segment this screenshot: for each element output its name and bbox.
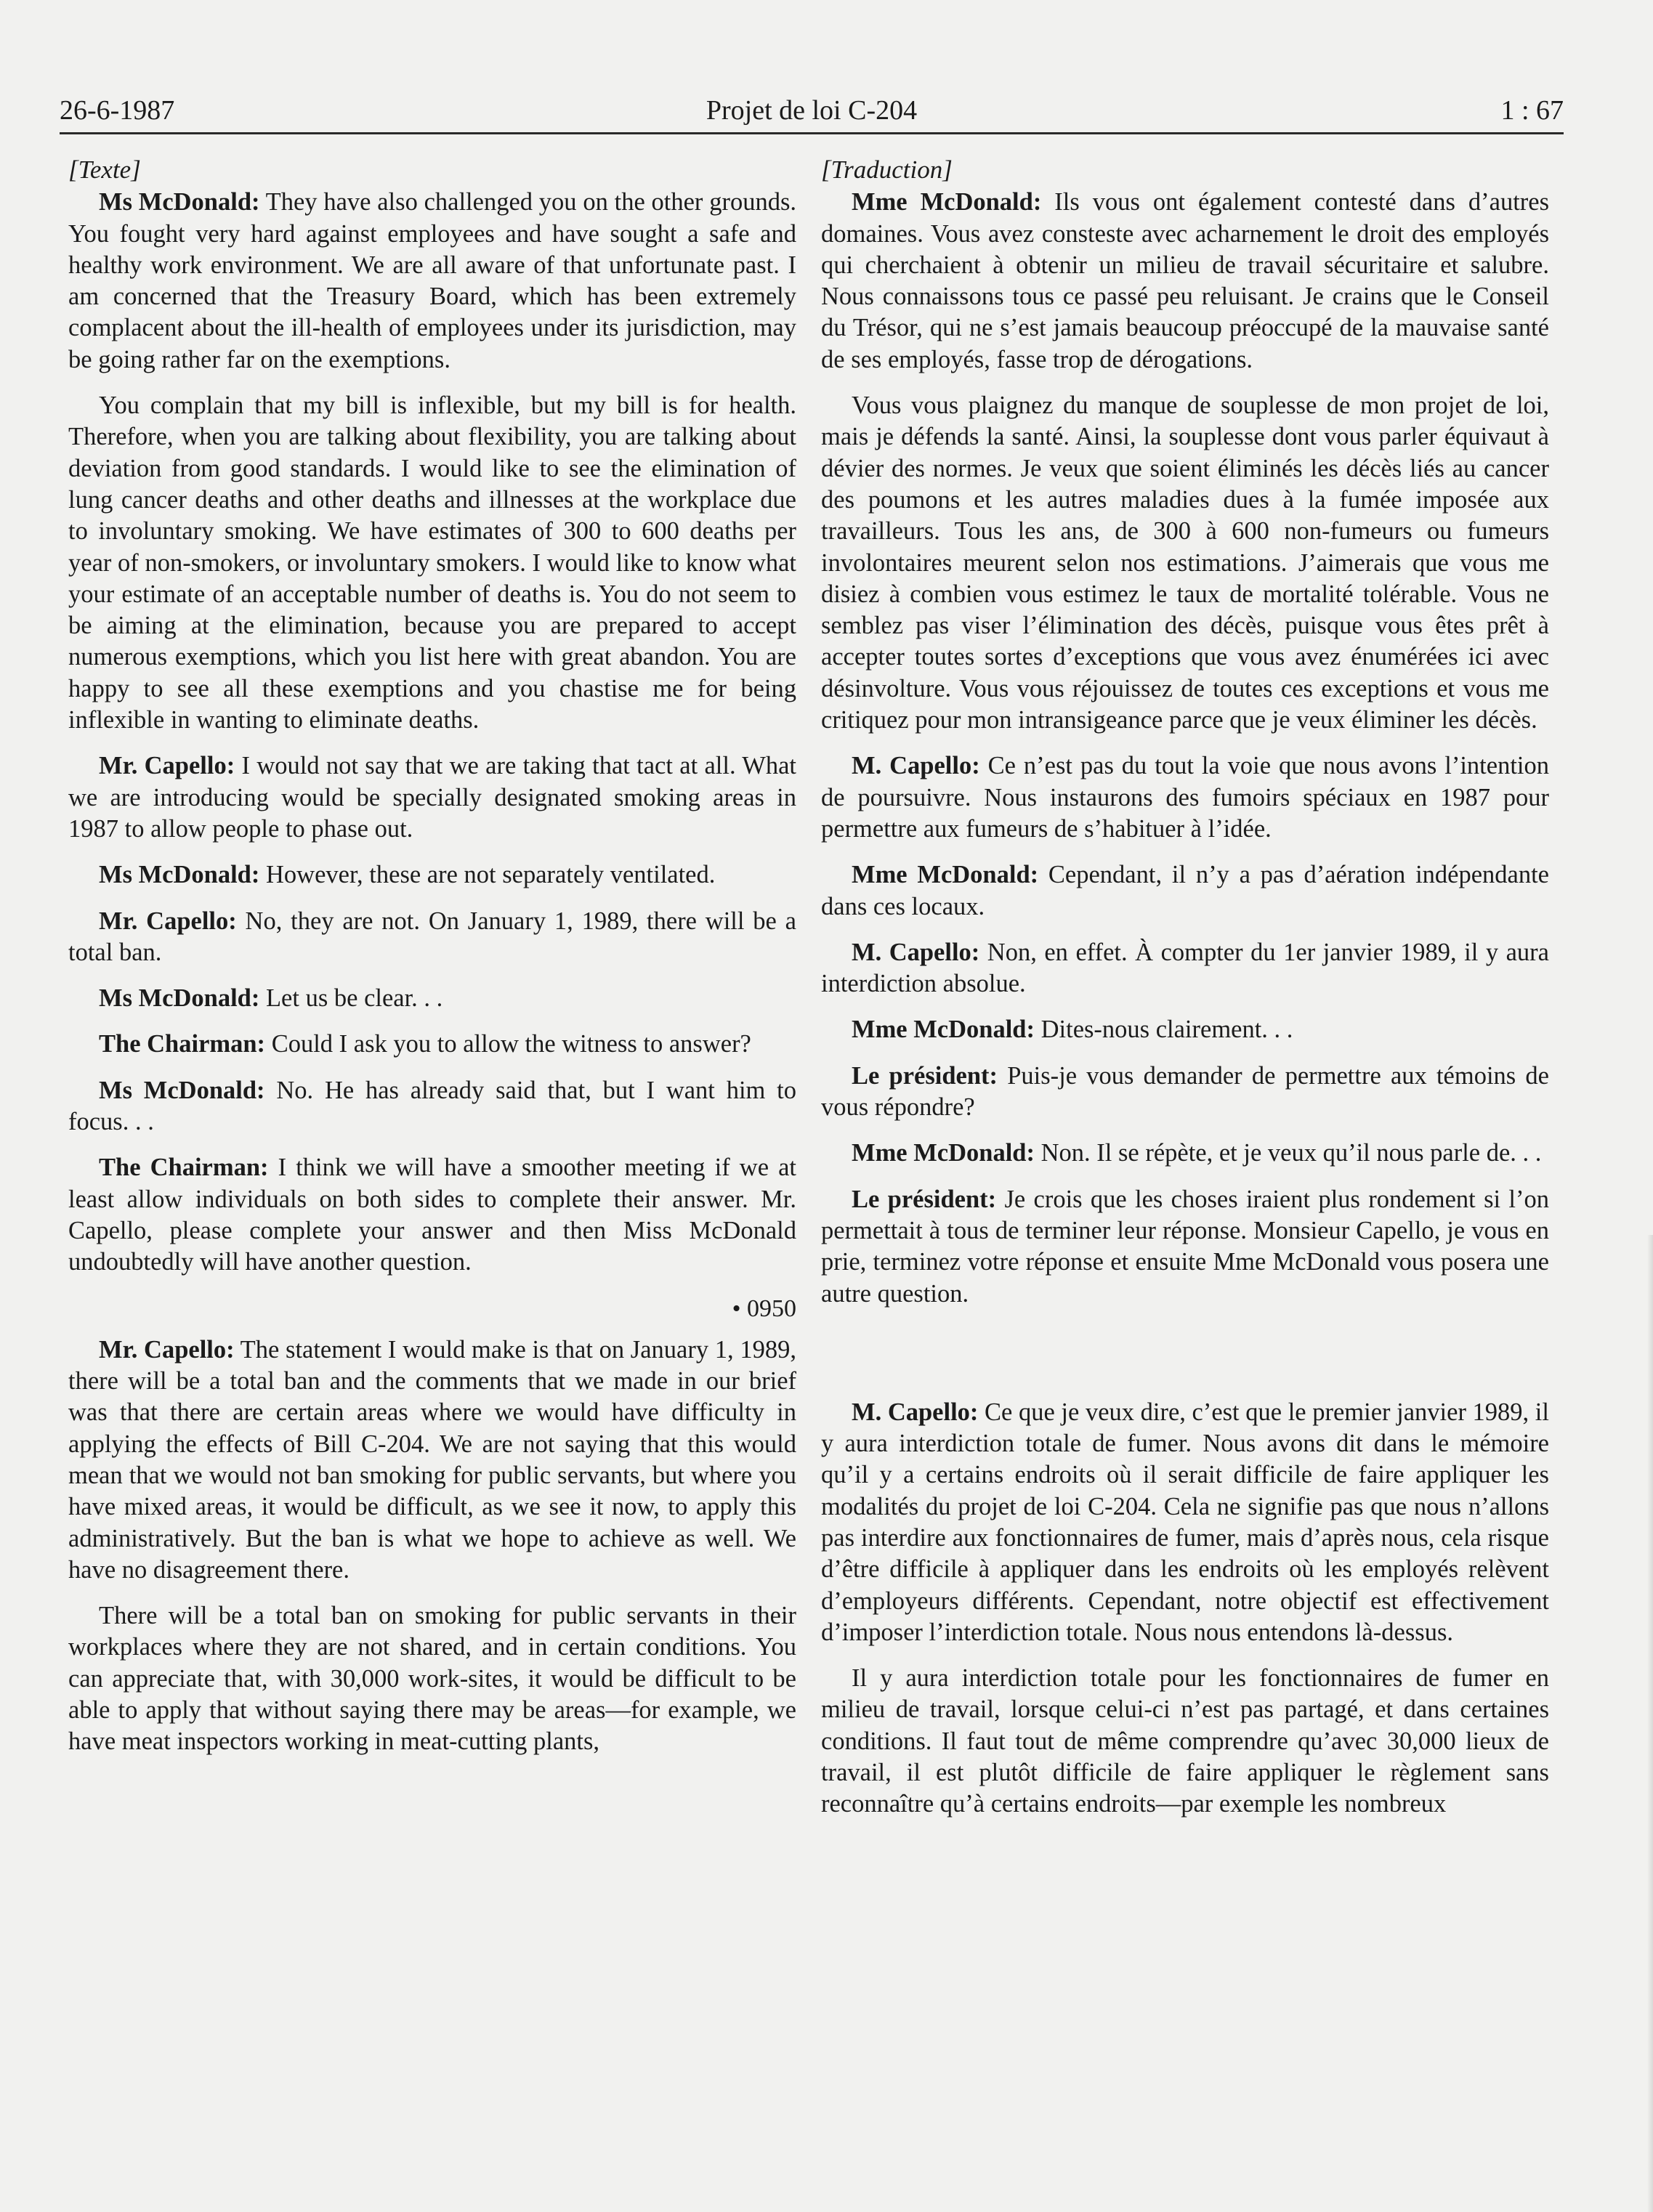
french-column: [821, 154, 1549, 1835]
page-header: [60, 90, 1564, 134]
speaker-name: Mme McDonald:: [852, 861, 1039, 889]
speaker-name: Mme McDonald:: [852, 1016, 1035, 1044]
speaker-name: The Chairman:: [99, 1154, 269, 1182]
paragraph: [68, 750, 796, 845]
speaker-name: Mme McDonald:: [852, 188, 1042, 216]
paragraph: [821, 1397, 1549, 1648]
header-date: 26-6-1987: [60, 95, 175, 126]
speaker-name: Le président:: [852, 1061, 998, 1090]
paragraph: [821, 1061, 1549, 1124]
paragraph: [821, 390, 1549, 736]
speaker-name: Mr. Capello:: [99, 907, 237, 935]
paragraph-text: The statement I would make is that on January 1, 1989, there will be a total ban and the comments that we made in our brief was that there are certain areas where we would have difficulty in applying the effects of Bill C-204. We are not saying that this would mean that we would not ban smoking for public servants, but where you have mixed areas, it would be difficult, as we see it now, to apply this administratively. But the ban is what we hope to achieve as well. We have no disagreement there.: [68, 1335, 796, 1584]
paragraph-text: No, they are not. On January 1, 1989, there will be a total ban.: [68, 907, 796, 966]
paragraph: [821, 1138, 1549, 1169]
paragraph-text: Ils vous ont également contesté dans d’autres domaines. Vous avez consteste avec acharnement le droit des employés qui cherchaient à obtenir un milieu de travail sécuritaire et salubre. Nous connaissons tous ce passé peu reluisant. Je crains que le Conseil du Trésor, qui ne s’est jamais beaucoup préoccupé de la mauvaise santé de ses employés, fasse trop de dérogations.: [821, 188, 1550, 373]
paragraph-text: Il y aura interdiction totale pour les fonctionnaires de fumer en milieu de travail, lorsque celui-ci n’est pas partagé, et dans certaines conditions. Il faut tout de même comprendre qu’avec 30,000 lieux de travail, il est plutôt difficile de faire appliquer le règlement sans reconnaître qu’à certains endroits—par exemple les nombreux: [821, 1664, 1549, 1818]
paragraph-text: Non, en effet. À compter du 1er janvier 1989, il y aura interdiction absolue.: [821, 938, 1549, 998]
paragraph-text: No. He has already said that, but I want him to focus. . .: [68, 1076, 797, 1136]
speaker-name: M. Capello:: [852, 938, 980, 966]
paragraph-text: Let us be clear. . .: [259, 984, 443, 1013]
speaker-name: M. Capello:: [852, 752, 980, 780]
paragraph: [68, 1075, 796, 1138]
header-title: Projet de loi C-204: [706, 95, 918, 126]
paragraph-text: Could I ask you to allow the witness to answer?: [265, 1030, 751, 1058]
paragraph: [68, 390, 796, 736]
speaker-name: Ms McDonald:: [99, 1076, 265, 1104]
paragraph-text: You complain that my bill is inflexible, but my bill is for health. Therefore, when you are talking about flexibility, you are talking about deviation from good standards. I would like to see the elimination of lung cancer deaths and other deaths and illnesses at the workplace due to involuntary smoking. We have estimates of 300 to 600 deaths per year of non-smokers, or involuntary smokers. I would like to know what your estimate of an acceptable number of deaths is. You do not seem to be aiming at the elimination, because you are prepared to accept numerous exemptions, which you list here with great abandon. You are happy to see all these exemptions and you chastise me for being inflexible in wanting to eliminate deaths.: [68, 392, 796, 734]
paragraph: [68, 1029, 796, 1060]
scan-edge: [1647, 1235, 1653, 2212]
paragraph: [821, 859, 1549, 923]
paragraph: [821, 1184, 1549, 1310]
paragraph-text: Vous vous plaignez du manque de souplesse de mon projet de loi, mais je défends la santé. Ainsi, la souplesse dont vous parler équivaut à dévier des normes. Je veux que soient éliminés les décès liés au cancer des poumons et les autres maladies dues à la fumée imposée aux travailleurs. Tous les ans, de 300 à 600 non-fumeurs ou fumeurs involontaires meurent selon nos estimations. J’aimerais que vous me disiez à combien vous estimez le taux de mortalité tolérable. Vous ne semblez pas viser l’élimination des décès, puisque vous êtes prêt à accepter toutes sortes d’exceptions que vous avez énumérées ici avec désinvolture. Vous vous réjouissez de toutes ces exceptions et vous me critiquez pour mon intransigeance parce que je veux éliminer les décès.: [821, 392, 1549, 734]
column-label: [Traduction]: [821, 155, 953, 184]
paragraph: [821, 937, 1549, 1000]
paragraph: [68, 1600, 796, 1757]
paragraph: [68, 1152, 796, 1278]
paragraph: [821, 1663, 1549, 1820]
paragraph-text: There will be a total ban on smoking for public servants in their workplaces where they are not shared, and in certain conditions. You can appreciate that, with 30,000 work-sites, it would be difficult to be able to apply that without saying there may be areas—for example, we have meat inspectors working in meat-cutting plants,: [68, 1602, 796, 1756]
paragraph-text: They have also challenged you on the other grounds. You fought very hard against employees and have sought a safe and healthy work environment. We are all aware of that unfortunate past. I am concerned that the Treasury Board, which has been extremely complacent about the ill-health of employees under its jurisdiction, may be going rather far on the exemptions.: [68, 188, 796, 373]
speaker-name: Mr. Capello:: [99, 752, 235, 780]
paragraph: [68, 983, 796, 1014]
paragraph-text: I think we will have a smoother meeting if we at least allow individuals on both sides to complete their answer. Mr. Capello, please complete your answer and then Miss McDonald undoubtedly will have another question.: [68, 1154, 796, 1276]
paragraph: [68, 906, 796, 969]
paragraph-text: Non. Il se répète, et je veux qu’il nous parle de. . .: [1034, 1139, 1542, 1167]
paragraph: [68, 1334, 796, 1586]
paragraph: [821, 750, 1549, 845]
header-page-number: 1 : 67: [1500, 95, 1564, 126]
english-column: [68, 154, 796, 1773]
speaker-name: Mme McDonald:: [852, 1139, 1035, 1167]
speaker-name: Le président:: [852, 1185, 997, 1213]
speaker-name: Ms McDonald:: [99, 861, 260, 889]
speaker-name: M. Capello:: [852, 1398, 979, 1426]
paragraph-text: Ce que je veux dire, c’est que le premier janvier 1989, il y aura interdiction totale de fumer. Nous avons dit dans le mémoire qu’il y a certains endroits où il serait difficile de faire appliquer les modalités du projet de loi C-204. Cela ne signifie pas que nous n’allons pas interdire aux fonctionnaires de fumer, mais d’après nous, cela risque d’être difficile à appliquer dans les endroits où les employés relèvent d’employeurs différents. Cependant, notre objectif est effectivement d’imposer l’interdiction totale. Nous nous entendons là-dessus.: [821, 1398, 1549, 1646]
paragraph-text: Ce n’est pas du tout la voie que nous avons l’intention de poursuivre. Nous instaurons des fumoirs spéciaux en 1987 pour permettre aux fumeurs de s’habituer à l’idée.: [821, 752, 1550, 843]
paragraph-text: I would not say that we are taking that tact at all. What we are introducing would be specially designated smoking areas in 1987 to allow people to phase out.: [68, 752, 796, 843]
paragraph-text: Puis-je vous demander de permettre aux témoins de vous répondre?: [821, 1061, 1549, 1122]
paragraph-text: Cependant, il n’y a pas d’aération indépendante dans ces locaux.: [821, 861, 1549, 920]
paragraph-text: Dites-nous clairement. . .: [1034, 1016, 1293, 1044]
paragraph-text: Je crois que les choses iraient plus rondement si l’on permettait à tous de terminer leur réponse. Monsieur Capello, je vous en prie, terminez votre réponse et ensuite Mme McDonald vous posera une autre question.: [821, 1185, 1549, 1308]
paragraph: [68, 859, 796, 891]
column-label: [Texte]: [68, 155, 141, 184]
paragraph-text: However, these are not separately ventilated.: [259, 861, 716, 889]
speaker-name: Mr. Capello:: [99, 1335, 235, 1364]
speaker-name: The Chairman:: [99, 1030, 266, 1058]
paragraph: [821, 1014, 1549, 1045]
time-marker: • 0950: [732, 1295, 796, 1322]
speaker-name: Ms McDonald:: [99, 188, 260, 216]
speaker-name: Ms McDonald:: [99, 984, 260, 1013]
paragraph: [68, 187, 796, 376]
paragraph: [821, 187, 1549, 376]
